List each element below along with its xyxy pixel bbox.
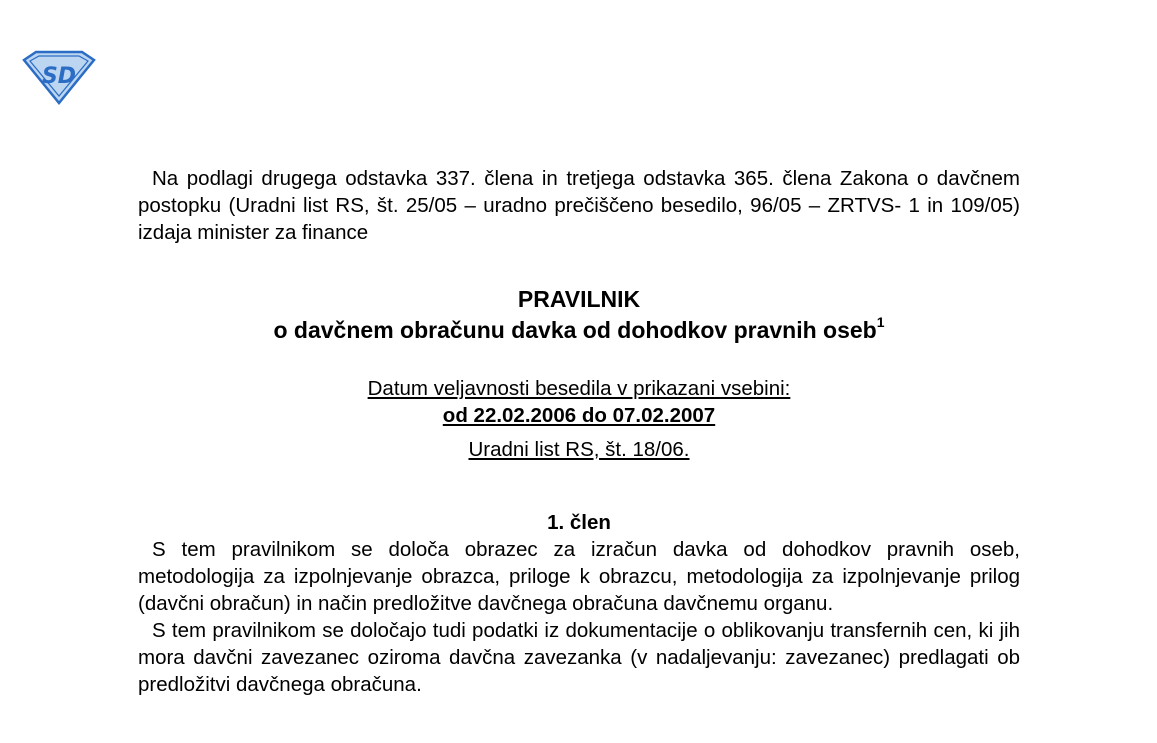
intro-paragraph: Na podlagi drugega odstavka 337. člena in tretjega odstavka 365. člena Zakona o davčnem postopku (Uradni list RS, št. 25/05 – uradno prečiščeno besedilo, 96/05 – ZRTVS- 1 in 109/05) izdaja minister za finance bbox=[138, 167, 1020, 244]
logo-letters: SD bbox=[41, 64, 77, 89]
title-line-2 bbox=[138, 315, 1020, 346]
footnote-marker[interactable]: 1 bbox=[876, 314, 885, 331]
document-page bbox=[138, 165, 1020, 698]
article-paragraph-1: S tem pravilnikom se določa obrazec za izračun davka od dohodkov pravnih oseb, metodologija za izpolnjevanje obrazca, priloge k obrazcu, metodologija za izpolnjevanje prilog (davčni obračun) in način predložitve davčnega obračuna davčnemu organu. bbox=[138, 538, 1020, 615]
sd-logo bbox=[22, 50, 96, 105]
article-paragraph-2: S tem pravilnikom se določajo tudi podatki iz dokumentacije o oblikovanju transfernih cen, ki jih mora davčni zavezanec oziroma davčna zavezanka (v nadaljevanju: zavezanec) predlagati ob predložitvi davčnega obračuna. bbox=[138, 619, 1020, 696]
validity-range: od 22.02.2006 do 07.02.2007 bbox=[442, 404, 716, 427]
title-subject: o davčnem obračunu davka od dohodkov pravnih oseb bbox=[273, 317, 877, 343]
title-line-1: PRAVILNIK bbox=[517, 286, 641, 312]
gazette-reference: Uradni list RS, št. 18/06. bbox=[468, 438, 690, 461]
validity-label: Datum veljavnosti besedila v prikazani vsebini: bbox=[367, 377, 791, 400]
article-heading: 1. člen bbox=[547, 511, 611, 534]
validity-block bbox=[138, 375, 1020, 463]
document-title bbox=[138, 284, 1020, 346]
